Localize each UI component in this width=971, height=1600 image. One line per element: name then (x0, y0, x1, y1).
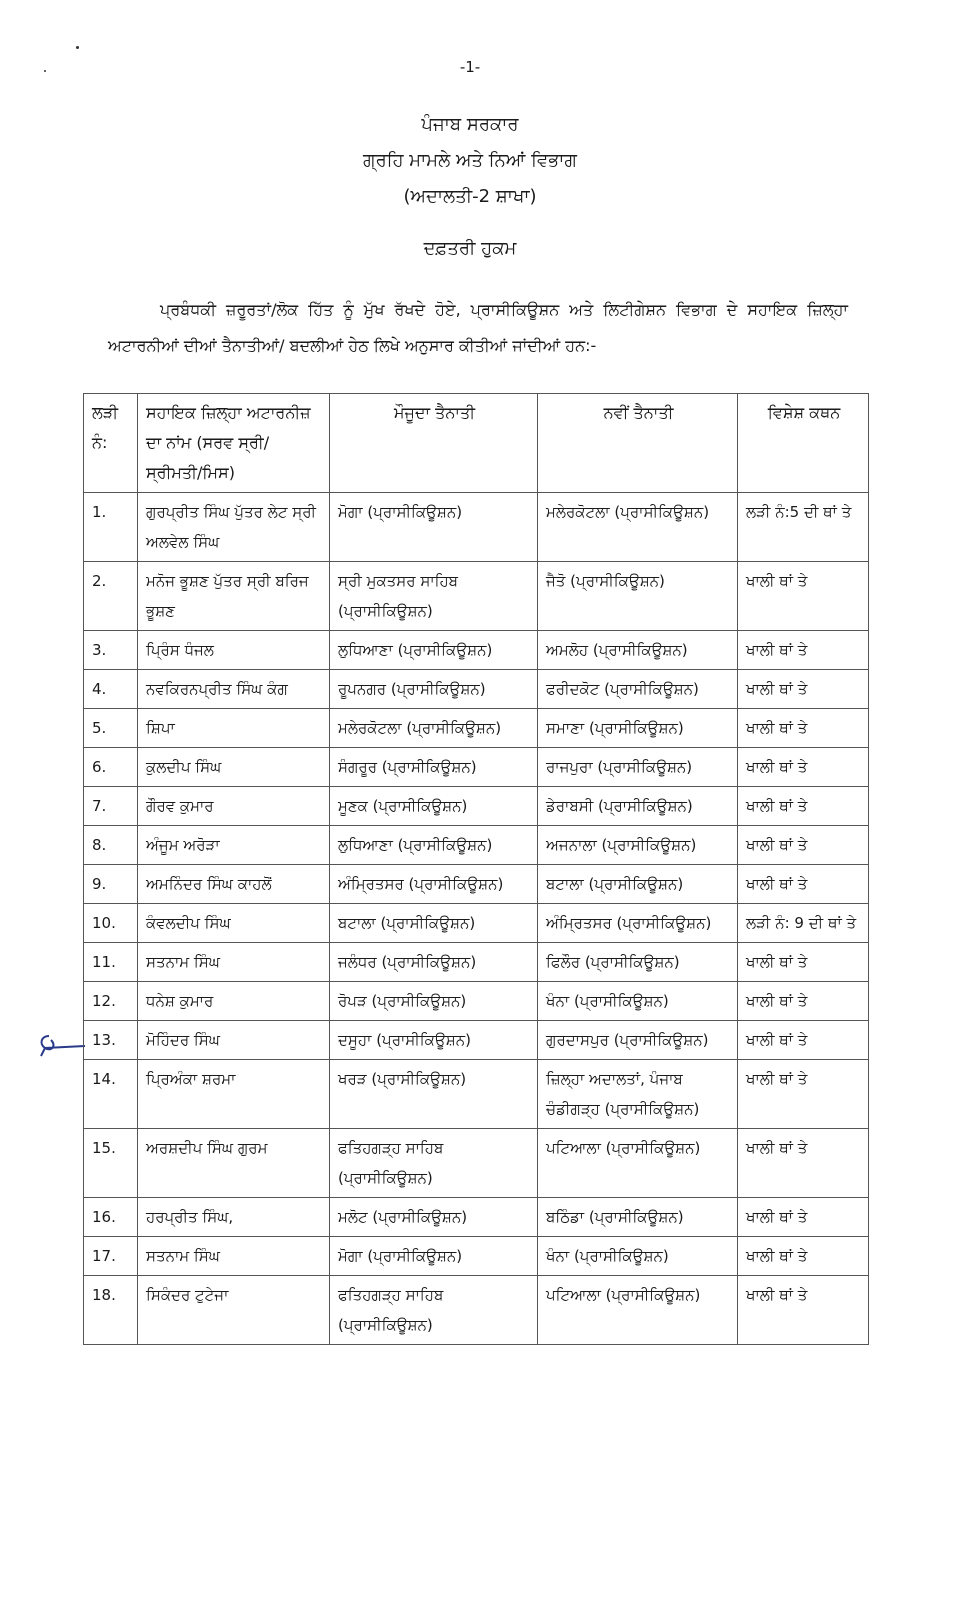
cell-remarks: ਖਾਲੀ ਥਾਂ ਤੇ (738, 826, 869, 865)
cell-current-posting: ਮਲੇਰਕੋਟਲਾ (ਪ੍ਰਾਸੀਕਿਊਸ਼ਨ) (330, 709, 538, 748)
cell-serial: 4. (84, 670, 138, 709)
cell-name: ਪ੍ਰਿੰਸ ਧੰਜਲ (138, 631, 330, 670)
cell-serial: 2. (84, 562, 138, 631)
cell-name: ਗੌਰਵ ਕੁਮਾਰ (138, 787, 330, 826)
order-title: ਦਫ਼ਤਰੀ ਹੁਕਮ (423, 238, 517, 259)
cell-name: ਕੁਲਦੀਪ ਸਿੰਘ (138, 748, 330, 787)
cell-name: ਨਵਕਿਰਨਪ੍ਰੀਤ ਸਿੰਘ ਕੰਗ (138, 670, 330, 709)
table-row (84, 748, 869, 787)
header-remarks: ਵਿਸ਼ੇਸ਼ ਕਥਨ (738, 394, 869, 493)
page-number: -1- (459, 58, 481, 76)
table-row (84, 670, 869, 709)
cell-remarks: ਖਾਲੀ ਥਾਂ ਤੇ (738, 982, 869, 1021)
cell-remarks: ਲੜੀ ਨੰ:5 ਦੀ ਥਾਂ ਤੇ (738, 493, 869, 562)
table-row (84, 493, 869, 562)
table-row (84, 709, 869, 748)
government-heading: ਪੰਜਾਬ ਸਰਕਾਰ (421, 114, 519, 135)
cell-current-posting: ਦਸੂਹਾ (ਪ੍ਰਾਸੀਕਿਊਸ਼ਨ) (330, 1021, 538, 1060)
cell-remarks: ਖਾਲੀ ਥਾਂ ਤੇ (738, 865, 869, 904)
cell-new-posting: ਫਰੀਦਕੋਟ (ਪ੍ਰਾਸੀਕਿਊਸ਼ਨ) (538, 670, 738, 709)
table-row (84, 1237, 869, 1276)
table-row (84, 1198, 869, 1237)
cell-current-posting: ਅੰਮ੍ਰਿਤਸਰ (ਪ੍ਰਾਸੀਕਿਊਸ਼ਨ) (330, 865, 538, 904)
table-row (84, 631, 869, 670)
cell-new-posting: ਫਿਲੌਰ (ਪ੍ਰਾਸੀਕਿਊਸ਼ਨ) (538, 943, 738, 982)
table-row (84, 1021, 869, 1060)
cell-name: ਕੰਵਲਦੀਪ ਸਿੰਘ (138, 904, 330, 943)
cell-name: ਮਨੋਜ ਭੂਸ਼ਣ ਪੁੱਤਰ ਸ੍ਰੀ ਬਰਿਜ ਭੂਸ਼ਣ (138, 562, 330, 631)
cell-remarks: ਖਾਲੀ ਥਾਂ ਤੇ (738, 787, 869, 826)
table-header-row (84, 394, 869, 493)
cell-serial: 12. (84, 982, 138, 1021)
cell-name: ਧਨੇਸ਼ ਕੁਮਾਰ (138, 982, 330, 1021)
cell-serial: 5. (84, 709, 138, 748)
cell-remarks: ਖਾਲੀ ਥਾਂ ਤੇ (738, 670, 869, 709)
cell-current-posting: ਜਲੰਧਰ (ਪ੍ਰਾਸੀਕਿਊਸ਼ਨ) (330, 943, 538, 982)
cell-remarks: ਖਾਲੀ ਥਾਂ ਤੇ (738, 748, 869, 787)
cell-remarks: ਖਾਲੀ ਥਾਂ ਤੇ (738, 562, 869, 631)
cell-serial: 10. (84, 904, 138, 943)
cell-new-posting: ਖੰਨਾ (ਪ੍ਰਾਸੀਕਿਊਸ਼ਨ) (538, 982, 738, 1021)
branch-heading: (ਅਦਾਲਤੀ-2 ਸ਼ਾਖਾ) (403, 186, 537, 207)
cell-name: ਹਰਪ੍ਰੀਤ ਸਿੰਘ, (138, 1198, 330, 1237)
cell-new-posting: ਗੁਰਦਾਸਪੁਰ (ਪ੍ਰਾਸੀਕਿਊਸ਼ਨ) (538, 1021, 738, 1060)
table-body (84, 493, 869, 1345)
department-heading: ਗ੍ਰਹਿ ਮਾਮਲੇ ਅਤੇ ਨਿਆਂ ਵਿਭਾਗ (363, 150, 577, 171)
cell-new-posting: ਮਲੇਰਕੋਟਲਾ (ਪ੍ਰਾਸੀਕਿਊਸ਼ਨ) (538, 493, 738, 562)
cell-new-posting: ਅਮਲੋਹ (ਪ੍ਰਾਸੀਕਿਊਸ਼ਨ) (538, 631, 738, 670)
cell-name: ਗੁਰਪ੍ਰੀਤ ਸਿੰਘ ਪੁੱਤਰ ਲੇਟ ਸ੍ਰੀ ਅਲਵੇਲ ਸਿੰਘ (138, 493, 330, 562)
cell-current-posting: ਲੁਧਿਆਣਾ (ਪ੍ਰਾਸੀਕਿਊਸ਼ਨ) (330, 631, 538, 670)
cell-new-posting: ਸਮਾਣਾ (ਪ੍ਰਾਸੀਕਿਊਸ਼ਨ) (538, 709, 738, 748)
table-row (84, 943, 869, 982)
cell-name: ਸਿਕੰਦਰ ਟੁਟੇਜਾ (138, 1276, 330, 1345)
cell-new-posting: ਜੈਤੋ (ਪ੍ਰਾਸੀਕਿਊਸ਼ਨ) (538, 562, 738, 631)
cell-new-posting: ਪਟਿਆਲਾ (ਪ੍ਰਾਸੀਕਿਊਸ਼ਨ) (538, 1276, 738, 1345)
cell-serial: 3. (84, 631, 138, 670)
cell-name: ਅੰਜੂਮ ਅਰੋੜਾ (138, 826, 330, 865)
table-row (84, 1060, 869, 1129)
cell-new-posting: ਪਟਿਆਲਾ (ਪ੍ਰਾਸੀਕਿਊਸ਼ਨ) (538, 1129, 738, 1198)
cell-name: ਸਤਨਾਮ ਸਿੰਘ (138, 943, 330, 982)
cell-name: ਪ੍ਰਿਅੰਕਾ ਸ਼ਰਮਾ (138, 1060, 330, 1129)
cell-current-posting: ਰੂਪਨਗਰ (ਪ੍ਰਾਸੀਕਿਊਸ਼ਨ) (330, 670, 538, 709)
cell-remarks: ਖਾਲੀ ਥਾਂ ਤੇ (738, 943, 869, 982)
cell-serial: 14. (84, 1060, 138, 1129)
cell-serial: 18. (84, 1276, 138, 1345)
table-row (84, 982, 869, 1021)
cell-current-posting: ਬਟਾਲਾ (ਪ੍ਰਾਸੀਕਿਊਸ਼ਨ) (330, 904, 538, 943)
cell-serial: 16. (84, 1198, 138, 1237)
cell-remarks: ਖਾਲੀ ਥਾਂ ਤੇ (738, 1060, 869, 1129)
cell-serial: 9. (84, 865, 138, 904)
header-current-posting: ਮੌਜੂਦਾ ਤੈਨਾਤੀ (330, 394, 538, 493)
cell-remarks: ਖਾਲੀ ਥਾਂ ਤੇ (738, 1021, 869, 1060)
cell-new-posting: ਡੇਰਾਬਸੀ (ਪ੍ਰਾਸੀਕਿਊਸ਼ਨ) (538, 787, 738, 826)
table-row (84, 562, 869, 631)
cell-current-posting: ਫਤਿਹਗੜ੍ਹ ਸਾਹਿਬ (ਪ੍ਰਾਸੀਕਿਊਸ਼ਨ) (330, 1276, 538, 1345)
table-row (84, 904, 869, 943)
cell-new-posting: ਖੰਨਾ (ਪ੍ਰਾਸੀਕਿਊਸ਼ਨ) (538, 1237, 738, 1276)
cell-serial: 6. (84, 748, 138, 787)
header-name: ਸਹਾਇਕ ਜ਼ਿਲ੍ਹਾ ਅਟਾਰਨੀਜ਼ ਦਾ ਨਾਂਮ (ਸਰਵ ਸ੍ਰੀ/ਸ੍ਰੀਮਤੀ/ਮਿਸ) (138, 394, 330, 493)
cell-serial: 13. (84, 1021, 138, 1060)
intro-paragraph: ਪ੍ਰਬੰਧਕੀ ਜ਼ਰੂਰਤਾਂ/ਲੋਕ ਹਿੱਤ ਨੂੰ ਮੁੱਖ ਰੱਖਦੇ ਹੋਏ, ਪ੍ਰਾਸੀਕਿਊਸ਼ਨ ਅਤੇ ਲਿਟੀਗੇਸ਼ਨ ਵਿਭਾਗ ਦੇ ਸਹਾਇਕ ਜ਼ਿਲ੍ਹਾ ਅਟਾਰਨੀਆਂ ਦੀਆਂ ਤੈਨਾਤੀਆਂ/ ਬਦਲੀਆਂ ਹੇਠ ਲਿਖੇ ਅਨੁਸਾਰ ਕੀਤੀਆਂ ਜਾਂਦੀਆਂ ਹਨ:- (108, 300, 848, 355)
cell-new-posting: ਰਾਜਪੁਰਾ (ਪ੍ਰਾਸੀਕਿਊਸ਼ਨ) (538, 748, 738, 787)
table-row (84, 1129, 869, 1198)
header-new-posting: ਨਵੀਂ ਤੈਨਾਤੀ (538, 394, 738, 493)
cell-current-posting: ਮੂਣਕ (ਪ੍ਰਾਸੀਕਿਊਸ਼ਨ) (330, 787, 538, 826)
table-row (84, 1276, 869, 1345)
cell-remarks: ਖਾਲੀ ਥਾਂ ਤੇ (738, 1276, 869, 1345)
cell-current-posting: ਮਲੋਟ (ਪ੍ਰਾਸੀਕਿਊਸ਼ਨ) (330, 1198, 538, 1237)
cell-current-posting: ਸ੍ਰੀ ਮੁਕਤਸਰ ਸਾਹਿਬ (ਪ੍ਰਾਸੀਕਿਊਸ਼ਨ) (330, 562, 538, 631)
cell-remarks: ਖਾਲੀ ਥਾਂ ਤੇ (738, 709, 869, 748)
cell-remarks: ਖਾਲੀ ਥਾਂ ਤੇ (738, 1237, 869, 1276)
cell-current-posting: ਖਰੜ (ਪ੍ਰਾਸੀਕਿਊਸ਼ਨ) (330, 1060, 538, 1129)
cell-current-posting: ਫਤਿਹਗੜ੍ਹ ਸਾਹਿਬ (ਪ੍ਰਾਸੀਕਿਊਸ਼ਨ) (330, 1129, 538, 1198)
cell-serial: 7. (84, 787, 138, 826)
cell-serial: 8. (84, 826, 138, 865)
table-row (84, 787, 869, 826)
scan-speck (76, 46, 79, 49)
cell-name: ਸ਼ਿਪਾ (138, 709, 330, 748)
cell-new-posting: ਬਠਿੰਡਾ (ਪ੍ਰਾਸੀਕਿਊਸ਼ਨ) (538, 1198, 738, 1237)
cell-remarks: ਖਾਲੀ ਥਾਂ ਤੇ (738, 1198, 869, 1237)
cell-current-posting: ਲੁਧਿਆਣਾ (ਪ੍ਰਾਸੀਕਿਊਸ਼ਨ) (330, 826, 538, 865)
table-row (84, 826, 869, 865)
cell-remarks: ਲੜੀ ਨੰ: 9 ਦੀ ਥਾਂ ਤੇ (738, 904, 869, 943)
cell-new-posting: ਬਟਾਲਾ (ਪ੍ਰਾਸੀਕਿਊਸ਼ਨ) (538, 865, 738, 904)
cell-serial: 11. (84, 943, 138, 982)
cell-current-posting: ਮੋਗਾ (ਪ੍ਰਾਸੀਕਿਊਸ਼ਨ) (330, 1237, 538, 1276)
cell-current-posting: ਰੋਪੜ (ਪ੍ਰਾਸੀਕਿਊਸ਼ਨ) (330, 982, 538, 1021)
cell-serial: 15. (84, 1129, 138, 1198)
table-row (84, 865, 869, 904)
cell-current-posting: ਮੋਗਾ (ਪ੍ਰਾਸੀਕਿਊਸ਼ਨ) (330, 493, 538, 562)
cell-name: ਅਮਨਿੰਦਰ ਸਿੰਘ ਕਾਹਲੋਂ (138, 865, 330, 904)
postings-table (83, 393, 869, 1345)
cell-new-posting: ਅਜਨਾਲਾ (ਪ੍ਰਾਸੀਕਿਊਸ਼ਨ) (538, 826, 738, 865)
cell-name: ਮੋਹਿੰਦਰ ਸਿੰਘ (138, 1021, 330, 1060)
cell-new-posting: ਜ਼ਿਲ੍ਹਾ ਅਦਾਲਤਾਂ, ਪੰਜਾਬ ਚੰਡੀਗੜ੍ਹ (ਪ੍ਰਾਸੀਕਿਊਸ਼ਨ) (538, 1060, 738, 1129)
cell-name: ਅਰਸ਼ਦੀਪ ਸਿੰਘ ਗੁਰਮ (138, 1129, 330, 1198)
cell-name: ਸਤਨਾਮ ਸਿੰਘ (138, 1237, 330, 1276)
cell-serial: 17. (84, 1237, 138, 1276)
header-serial: ਲੜੀ ਨੰ: (84, 394, 138, 493)
cell-current-posting: ਸੰਗਰੂਰ (ਪ੍ਰਾਸੀਕਿਊਸ਼ਨ) (330, 748, 538, 787)
cell-remarks: ਖਾਲੀ ਥਾਂ ਤੇ (738, 631, 869, 670)
cell-remarks: ਖਾਲੀ ਥਾਂ ਤੇ (738, 1129, 869, 1198)
cell-serial: 1. (84, 493, 138, 562)
cell-new-posting: ਅੰਮ੍ਰਿਤਸਰ (ਪ੍ਰਾਸੀਕਿਊਸ਼ਨ) (538, 904, 738, 943)
